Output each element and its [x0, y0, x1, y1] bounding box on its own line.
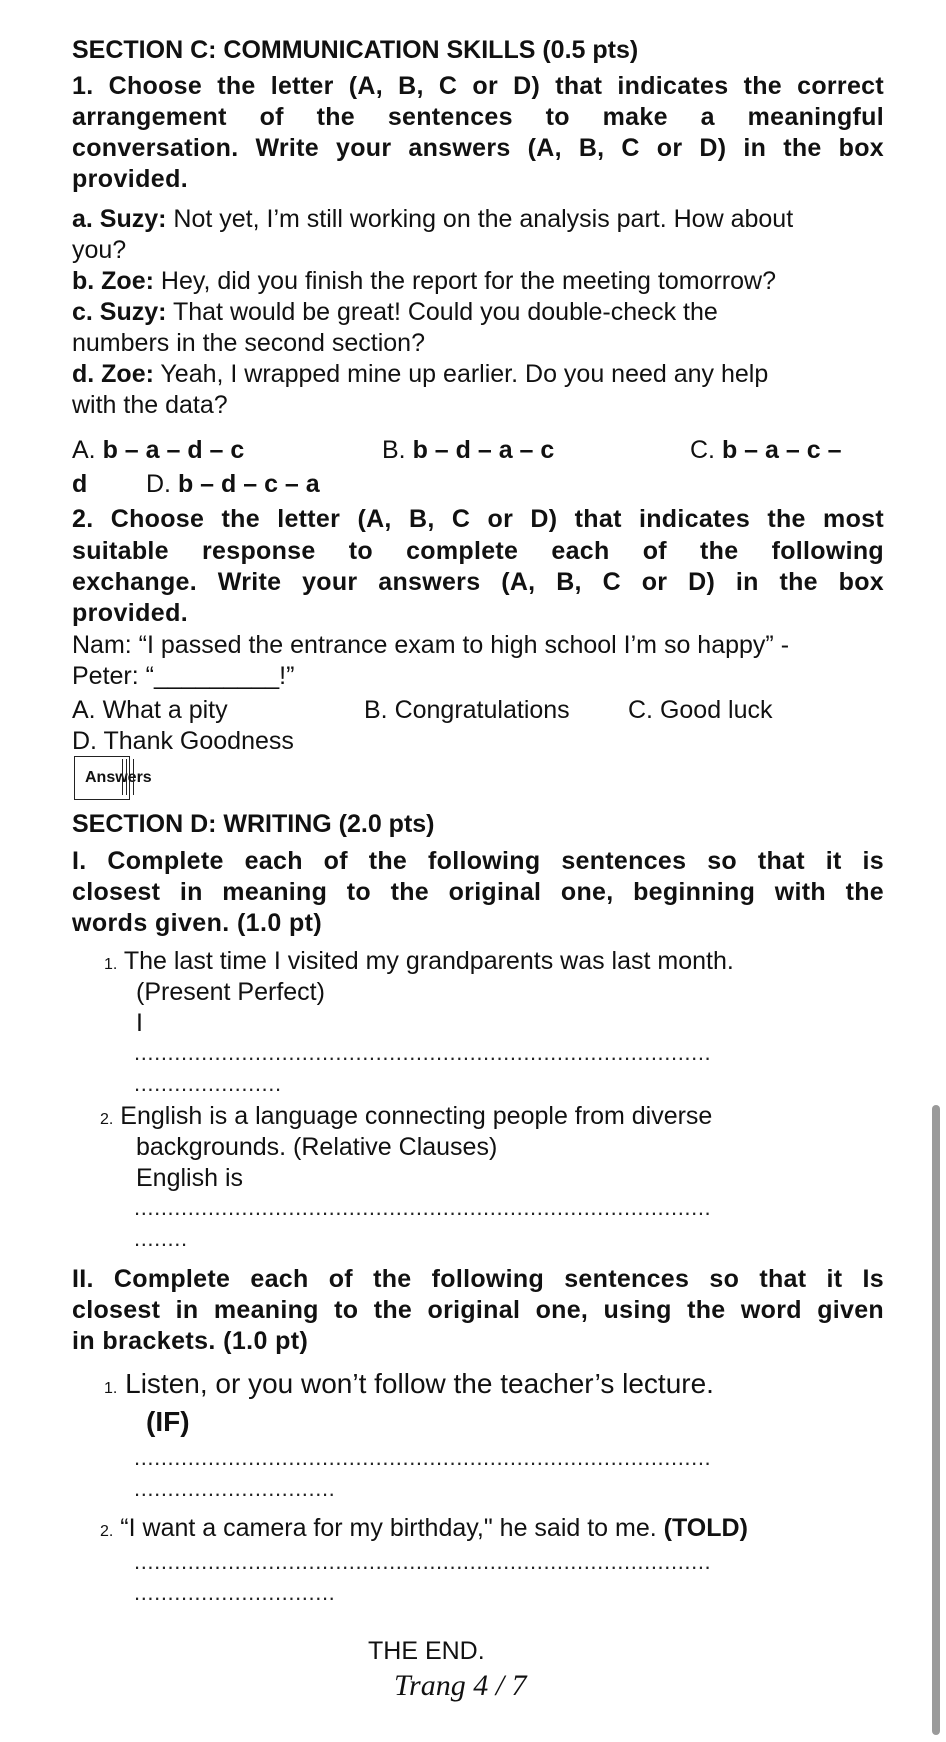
line-c-cont: numbers in the second section?: [72, 329, 425, 357]
line-a: [72, 205, 793, 234]
p2-item-1: 1. Listen, or you won’t follow the teacher’s lecture.: [104, 1368, 714, 1399]
q1-option-a: A. b – a – d – c: [72, 436, 245, 464]
q2-prompt-nam: Nam: “I passed the entrance exam to high school I’m so happy” -: [72, 631, 790, 659]
line-c-text: That would be great! Could you double-check the: [166, 298, 718, 326]
line-d: [72, 360, 768, 389]
q1-option-c-cont: d: [72, 470, 88, 498]
q1-option-b: B. b – d – a – c: [382, 436, 555, 464]
p1-item-2: 2. English is a language connecting people from diverse: [100, 1102, 713, 1130]
line-b-text: Hey, did you finish the report for the meeting tomorrow?: [153, 267, 776, 295]
line-c: [72, 298, 718, 327]
part1-instruction-line-3: words given. (1.0 pt): [72, 909, 323, 937]
line-a-speaker: a. Suzy:: [72, 205, 167, 233]
part2-instruction-line-3: in brackets. (1.0 pt): [72, 1327, 309, 1355]
q2-option-a: A. What a pity: [72, 696, 228, 724]
p2-item-1-word: (IF): [146, 1406, 190, 1437]
line-d-text: Yeah, I wrapped mine up earlier. Do you need any help: [153, 360, 769, 388]
line-b: [72, 267, 776, 296]
line-d-cont: with the data?: [72, 391, 228, 419]
line-b-speaker: b. Zoe:: [72, 267, 154, 295]
q1-instruction-line-4: provided.: [72, 165, 189, 193]
p1-item-1-answer-line-2[interactable]: ......................: [134, 1071, 282, 1096]
q2-instruction-line-3: exchange. Write your answers (A, B, C or D) in the box: [72, 568, 884, 596]
p2-item-2-answer-line-2[interactable]: ..............................: [134, 1580, 336, 1605]
p2-item-2: 2. “I want a camera for my birthday," he said to me. (TOLD): [100, 1514, 748, 1542]
page-number: Trang 4 / 7: [394, 1669, 527, 1702]
q2-option-b: B. Congratulations: [364, 696, 570, 724]
p1-item-1-start: I: [136, 1009, 143, 1037]
p1-item-2-start: English is: [136, 1164, 243, 1192]
answers-box[interactable]: [74, 756, 152, 800]
q2-blank: _________: [153, 662, 280, 690]
q2-option-c: C. Good luck: [628, 696, 773, 724]
scrollbar[interactable]: [932, 1105, 940, 1735]
p1-item-2-answer-line-1[interactable]: ......................................................................................: [134, 1195, 712, 1220]
q1-instruction-line-1: 1. Choose the letter (A, B, C or D) that indicates the correct: [72, 72, 884, 100]
section-d-title: SECTION D: WRITING (2.0 pts): [72, 810, 435, 838]
p2-item-1-answer-line-1[interactable]: ......................................................................................: [134, 1445, 712, 1470]
the-end: THE END.: [368, 1637, 485, 1665]
p2-item-1-answer-line-2[interactable]: ..............................: [134, 1476, 336, 1501]
answers-label: Answers: [85, 769, 152, 786]
q1-instruction-line-2: arrangement of the sentences to make a meaningful: [72, 103, 884, 131]
p1-item-2-cont: backgrounds. (Relative Clauses): [136, 1133, 498, 1161]
p1-item-1-answer-line-1[interactable]: ......................................................................................: [134, 1040, 712, 1065]
p1-item-2-answer-line-2[interactable]: ........: [134, 1226, 188, 1251]
q2-instruction-line-2: suitable response to complete each of the following: [72, 537, 884, 565]
part1-instruction-line-2: closest in meaning to the original one, beginning with the: [72, 878, 884, 906]
q1-option-d: D. b – d – c – a: [146, 470, 320, 498]
q2-option-d: D. Thank Goodness: [72, 727, 294, 755]
part1-instruction-line-1: I. Complete each of the following sentences so that it is: [72, 847, 884, 875]
q2-instruction-line-4: provided.: [72, 599, 189, 627]
p1-item-1: 1. The last time I visited my grandparents was last month.: [104, 947, 734, 975]
line-a-cont: you?: [72, 236, 127, 264]
section-c-title: SECTION C: COMMUNICATION SKILLS (0.5 pts): [72, 36, 639, 64]
q2-instruction-line-1: 2. Choose the letter (A, B, C or D) that indicates the most: [72, 505, 884, 533]
part2-instruction-line-2: closest in meaning to the original one, using the word given: [72, 1296, 884, 1324]
p2-item-2-answer-line-1[interactable]: ......................................................................................: [134, 1549, 712, 1574]
line-a-text: Not yet, I’m still working on the analysis part. How about: [166, 205, 794, 233]
p1-item-1-hint: (Present Perfect): [136, 978, 325, 1006]
line-d-speaker: d. Zoe:: [72, 360, 154, 388]
q2-prompt-peter: Peter: “_________!”: [72, 662, 295, 690]
part2-instruction-line-1: II. Complete each of the following sentences so that it Is: [72, 1265, 884, 1293]
line-c-speaker: c. Suzy:: [72, 298, 167, 326]
q1-option-c: C. b – a – c –: [690, 436, 842, 464]
answer-cells[interactable]: [122, 759, 134, 795]
q1-instruction-line-3: conversation. Write your answers (A, B, C or D) in the box: [72, 134, 884, 162]
